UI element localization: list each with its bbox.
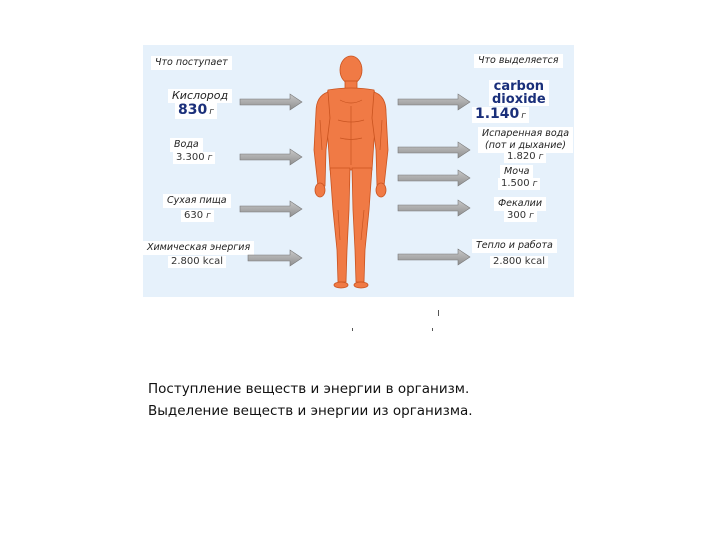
input-food-value: 630 г xyxy=(181,210,214,222)
output-urine-label: Моча xyxy=(500,165,533,179)
output-arrows xyxy=(398,94,470,265)
arrow-oxygen xyxy=(240,94,302,110)
arrow-water xyxy=(240,149,302,165)
output-co2-label: carbon dioxide xyxy=(489,80,549,106)
arrow-co2 xyxy=(398,94,470,110)
output-feces-label: Фекалии xyxy=(494,197,546,211)
output-heat-value: 2.800 kcal xyxy=(490,256,548,268)
arrow-food xyxy=(240,201,302,217)
output-heat-label: Тепло и работа xyxy=(472,239,557,253)
output-urine-value: 1.500 г xyxy=(498,178,540,190)
arrow-urine xyxy=(398,170,470,186)
input-arrows xyxy=(240,94,302,266)
caption-line-1: Поступление веществ и энергии в организм. xyxy=(148,381,470,397)
artifact-mark xyxy=(432,328,433,331)
input-oxygen-value: 830 г xyxy=(175,103,217,119)
output-evap-label: Испаренная вода (пот и дыхание) xyxy=(478,127,573,153)
output-co2-value: 1.140 г xyxy=(472,107,529,123)
output-evap-value: 1.820 г xyxy=(504,151,546,163)
arrow-energy xyxy=(248,250,302,266)
artifact-mark xyxy=(438,310,439,316)
human-body-figure xyxy=(314,56,388,288)
output-feces-value: 300 г xyxy=(504,210,537,222)
input-energy-value: 2.800 kcal xyxy=(168,256,226,268)
arrow-evap xyxy=(398,142,470,158)
caption xyxy=(148,378,473,422)
arrow-feces xyxy=(398,200,470,216)
artifact-mark xyxy=(352,328,353,331)
caption-line-2: Выделение веществ и энергии из организма. xyxy=(148,403,473,419)
input-food-label: Сухая пища xyxy=(163,194,231,208)
input-header: Что поступает xyxy=(151,56,232,70)
input-oxygen-label: Кислород xyxy=(168,89,232,103)
input-energy-label: Химическая энергия xyxy=(143,241,254,255)
output-header: Что выделяется xyxy=(474,54,563,68)
input-water-value: 3.300 г xyxy=(173,152,215,164)
arrow-heat xyxy=(398,249,470,265)
input-water-label: Вода xyxy=(170,138,203,152)
